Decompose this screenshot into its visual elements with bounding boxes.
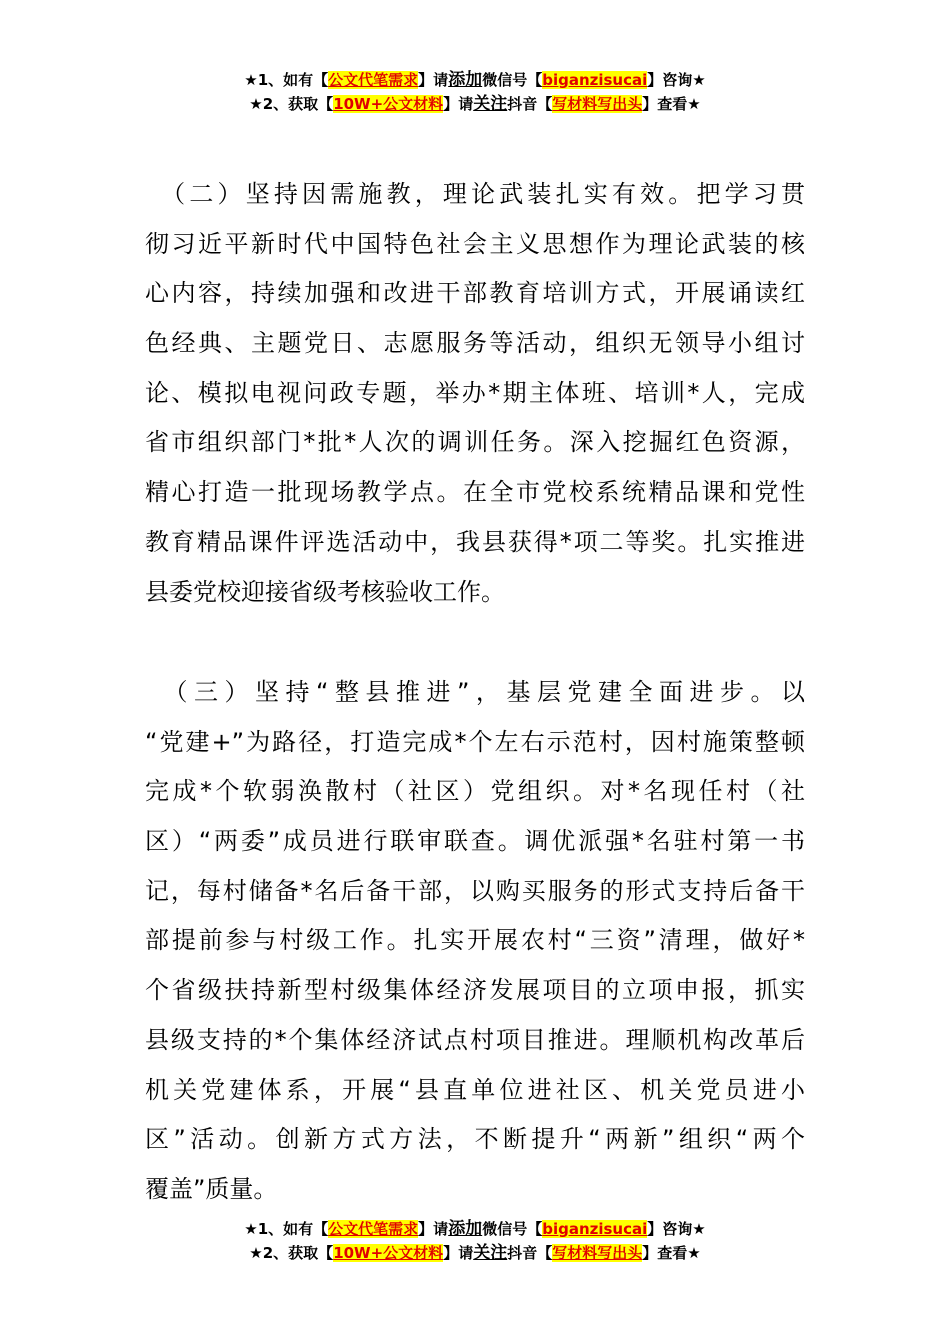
text-line: 县委党校迎接省级考核验收工作。 xyxy=(145,577,505,606)
paragraph-2 xyxy=(145,170,805,617)
banner-text: 】请 xyxy=(443,1244,474,1262)
banner-highlight: 10W+公文材料 xyxy=(333,95,444,113)
paragraph-3 xyxy=(145,668,805,1215)
banner-line-2 xyxy=(0,1241,950,1265)
banner-highlight: 公文代笔需求 xyxy=(328,71,419,89)
banner-text: 】咨询★ xyxy=(647,1220,706,1238)
text-line: 区）“两委”成员进行联审联查。调优派强*名驻村第一书 xyxy=(145,827,805,856)
text-line: 教育精品课件评选活动中，我县获得*项二等奖。扎实推进 xyxy=(145,527,805,556)
text-line: 个省级扶持新型村级集体经济发展项目的立项申报，抓实 xyxy=(145,976,805,1005)
banner-highlight: 写材料写出头 xyxy=(552,1244,643,1262)
text-line: 部提前参与村级工作。扎实开展农村“三资”清理，做好* xyxy=(145,926,805,955)
text-line: 区”活动。创新方式方法，不断提升“两新”组织“两个 xyxy=(145,1125,805,1154)
banner-text: 】咨询★ xyxy=(647,71,706,89)
banner-text: 】查看★ xyxy=(642,95,701,113)
text-line: （二）坚持因需施教，理论武装扎实有效。把学习贯 xyxy=(145,180,805,208)
banner-underline: 添加 xyxy=(448,1219,483,1239)
banner-line-1 xyxy=(0,1217,950,1241)
wechat-id-highlight: biganzisucai xyxy=(542,1220,648,1238)
text-line: （三）坚持“整县推进”，基层党建全面进步。以 xyxy=(145,678,805,706)
text-line: 省市组织部门*批*人次的调训任务。深入挖掘红色资源， xyxy=(145,428,805,457)
text-line: 色经典、主题党日、志愿服务等活动，组织无领导小组讨 xyxy=(145,329,805,358)
footer-banner xyxy=(0,1217,950,1265)
text-line: 完成*个软弱涣散村（社区）党组织。对*名现任村（社 xyxy=(145,777,805,806)
text-line: 记，每村储备*名后备干部，以购买服务的形式支持后备干 xyxy=(145,876,805,905)
text-line: “党建+”为路径，打造完成*个左右示范村，因村施策整顿 xyxy=(145,727,805,756)
text-line: 彻习近平新时代中国特色社会主义思想作为理论武装的核 xyxy=(145,229,805,258)
header-banner xyxy=(0,68,950,116)
banner-text: 微信号【 xyxy=(482,1220,543,1238)
banner-text: ★1、如有【 xyxy=(244,71,329,89)
banner-text: 】请 xyxy=(418,1220,449,1238)
banner-text: 】请 xyxy=(443,95,474,113)
wechat-id-highlight: biganzisucai xyxy=(542,71,648,89)
banner-underline: 添加 xyxy=(448,70,483,90)
text-line: 县级支持的*个集体经济试点村项目推进。理顺机构改革后 xyxy=(145,1025,805,1054)
banner-highlight: 写材料写出头 xyxy=(552,95,643,113)
banner-underline: 关注 xyxy=(473,94,508,114)
text-line: 精心打造一批现场教学点。在全市党校系统精品课和党性 xyxy=(145,478,805,507)
banner-text: 抖音【 xyxy=(507,95,553,113)
banner-text: 】查看★ xyxy=(642,1244,701,1262)
banner-text: ★1、如有【 xyxy=(244,1220,329,1238)
text-line: 论、模拟电视问政专题，举办*期主体班、培训*人，完成 xyxy=(145,378,805,407)
text-line: 机关党建体系，开展“县直单位进社区、机关党员进小 xyxy=(145,1075,805,1104)
banner-line-1 xyxy=(0,68,950,92)
text-line: 心内容，持续加强和改进干部教育培训方式，开展诵读红 xyxy=(145,279,805,308)
banner-text: 】请 xyxy=(418,71,449,89)
banner-text: 抖音【 xyxy=(507,1244,553,1262)
banner-text: ★2、获取【 xyxy=(249,1244,334,1262)
banner-line-2 xyxy=(0,92,950,116)
banner-highlight: 10W+公文材料 xyxy=(333,1244,444,1262)
banner-text: 微信号【 xyxy=(482,71,543,89)
banner-highlight: 公文代笔需求 xyxy=(328,1220,419,1238)
text-line: 覆盖”质量。 xyxy=(145,1174,278,1203)
banner-underline: 关注 xyxy=(473,1243,508,1263)
banner-text: ★2、获取【 xyxy=(249,95,334,113)
